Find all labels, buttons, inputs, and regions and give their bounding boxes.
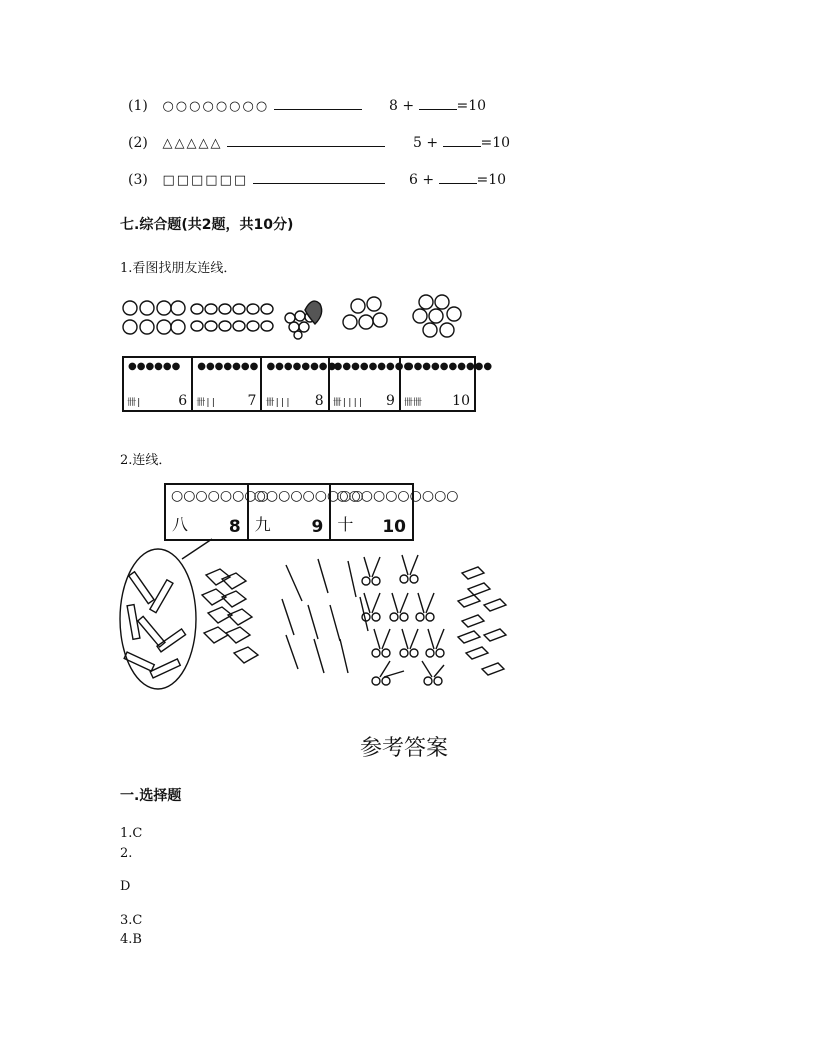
dot-group: ●●●●●●●● <box>266 361 337 372</box>
question-2: 2.连线． <box>120 453 172 468</box>
box-number: 6 <box>178 393 188 409</box>
box-number: 8 <box>314 393 324 409</box>
number-box-8[interactable] <box>262 358 337 410</box>
box-number: 9 <box>311 517 324 537</box>
eq-suffix: =10 <box>476 172 507 188</box>
tally-marks: 卌卌 <box>403 398 422 408</box>
answer-item: 4.B <box>120 932 142 947</box>
eq-prefix: 8 + <box>389 98 415 114</box>
dot-group: ●●●●●●●●●● <box>404 361 493 372</box>
answer-line[interactable] <box>227 134 385 147</box>
circle-group: ○○○○○○○○○○ <box>336 488 459 504</box>
eq-suffix: =10 <box>480 135 511 151</box>
answer-item: 2. <box>120 846 133 861</box>
square-shapes: □□□□□□ <box>162 173 249 188</box>
equation-2 <box>413 134 510 151</box>
stationery-illustration <box>118 535 528 695</box>
box-number: 9 <box>385 393 395 409</box>
eq-blank[interactable] <box>419 97 457 110</box>
dot-group: ●●●●●●● <box>197 361 259 372</box>
answer-item: 1.C <box>120 826 143 841</box>
box-number: 10 <box>452 393 470 409</box>
equation-3 <box>409 171 506 188</box>
number-box-10[interactable] <box>401 358 493 410</box>
fill-row-3 <box>128 171 385 188</box>
answer-key-title: 参考答案 <box>360 736 449 761</box>
tally-marks: 卌|||| <box>332 398 364 408</box>
number-box-eight[interactable] <box>166 485 269 539</box>
section-title: 一.选择题 <box>120 788 182 804</box>
tally-marks: 卌|| <box>196 398 217 408</box>
number-box-row <box>122 356 493 412</box>
box-number: 10 <box>382 517 407 537</box>
number-box-6[interactable] <box>124 358 193 410</box>
answer-line[interactable] <box>253 171 385 184</box>
question-1: 1.看图找朋友连线． <box>120 261 237 276</box>
eq-blank[interactable] <box>443 134 481 147</box>
number-box-7[interactable] <box>193 358 262 410</box>
eq-prefix: 5 + <box>413 135 439 151</box>
dot-group: ●●●●●●●●● <box>333 361 413 372</box>
answer-item: D <box>120 879 131 894</box>
number-box-nine[interactable] <box>249 485 364 539</box>
circle-group: ○○○○○○○○ <box>171 488 269 504</box>
circle-group: ○○○○○○○○○ <box>253 488 364 504</box>
equation-1 <box>389 97 486 114</box>
eq-prefix: 6 + <box>409 172 435 188</box>
answer-item: 3.C <box>120 913 143 928</box>
fruit-illustration <box>120 290 480 342</box>
number-box-ten[interactable] <box>331 485 459 539</box>
row-number: (1) <box>128 98 148 114</box>
circle-shapes: ○○○○○○○○ <box>162 99 270 114</box>
row-number: (2) <box>128 135 148 151</box>
triangle-shapes: △△△△△ <box>162 136 223 151</box>
chinese-numeral: 九 <box>254 515 271 534</box>
eq-blank[interactable] <box>439 171 477 184</box>
box-number: 8 <box>228 517 241 537</box>
tally-marks: 卌||| <box>265 398 291 408</box>
fill-row-2 <box>128 134 385 151</box>
row-number: (3) <box>128 172 148 188</box>
section-title: 七.综合题(共2题，共10分) <box>120 217 294 233</box>
chinese-numeral: 八 <box>172 515 189 534</box>
tally-marks: 卌| <box>127 398 142 408</box>
box-number: 7 <box>247 393 257 409</box>
answer-line[interactable] <box>274 97 362 110</box>
chinese-numeral: 十 <box>337 515 354 534</box>
fill-row-1 <box>128 97 362 114</box>
dot-group: ●●●●●● <box>128 361 181 372</box>
eq-suffix: =10 <box>456 98 487 114</box>
chinese-number-box-row <box>164 483 459 541</box>
